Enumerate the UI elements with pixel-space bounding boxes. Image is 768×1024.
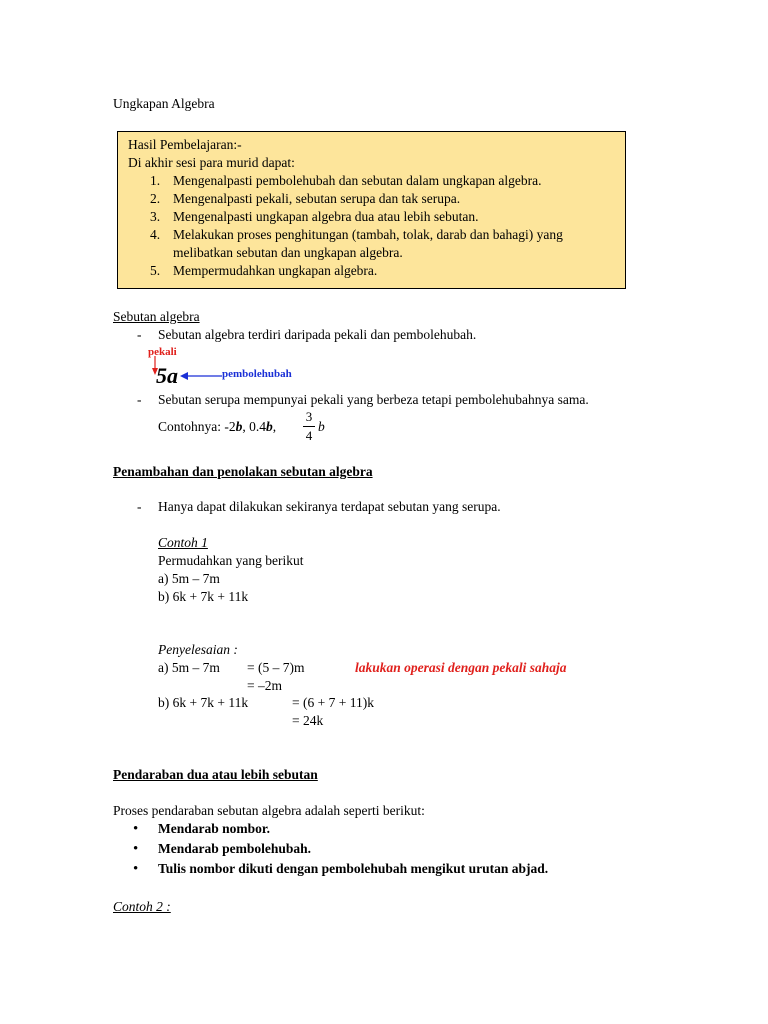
sebutan-point-2: Sebutan serupa mempunyai pekali yang berbeza tetapi pembolehubahnya sama. <box>158 392 589 407</box>
contoh-2-label: Contoh 2 : <box>113 899 171 914</box>
objective-number: 3. <box>150 209 161 224</box>
solution-b-step1: = (6 + 7 + 11)k <box>292 695 374 710</box>
objectives-intro: Di akhir sesi para murid dapat: <box>128 155 295 170</box>
solution-b-left: b) 6k + 7k + 11k <box>158 695 249 710</box>
objective-item <box>128 262 608 280</box>
objective-text: Mengenalpasti pekali, sebutan serupa dan tak serupa. <box>173 191 461 206</box>
contohnya-line <box>158 418 276 436</box>
fraction-numerator: 3 <box>305 409 313 424</box>
example-comma: , <box>272 419 277 434</box>
objective-item <box>128 208 608 226</box>
objective-number: 5. <box>150 263 161 278</box>
dash-marker: - <box>137 392 142 407</box>
pembolehubah-label: pembolehubah <box>222 368 292 380</box>
pekali-label: pekali <box>148 346 177 358</box>
bullet-icon: • <box>133 821 139 837</box>
bullet-icon: • <box>133 841 139 857</box>
objective-text: Mengenalpasti pembolehubah dan sebutan dalam ungkapan algebra. <box>173 173 542 188</box>
bullet-icon: • <box>133 861 139 877</box>
dash-marker: - <box>137 499 142 514</box>
operation-note: lakukan operasi dengan pekali sahaja <box>355 660 567 675</box>
solution-a-left: a) 5m – 7m <box>158 660 220 675</box>
solution-a-step2: = –2m <box>247 678 282 693</box>
fraction-var: b <box>318 419 325 434</box>
pendaraban-step: Mendarab nombor. <box>158 821 271 836</box>
penyelesaian-label: Penyelesaian : <box>158 642 238 657</box>
objective-text: Mengenalpasti ungkapan algebra dua atau lebih sebutan. <box>173 209 479 224</box>
learning-objectives-box <box>117 131 626 289</box>
question-b: b) 6k + 7k + 11k <box>158 589 249 604</box>
objective-item <box>128 226 608 262</box>
objective-number: 2. <box>150 191 161 206</box>
objective-item <box>128 190 608 208</box>
section-heading-penambahan: Penambahan dan penolakan sebutan algebra <box>113 464 373 479</box>
solution-a-step1: = (5 – 7)m <box>247 660 305 675</box>
section-heading-pendaraban: Pendaraban dua atau lebih sebutan <box>113 767 318 782</box>
contoh-1-label: Contoh 1 <box>158 535 208 550</box>
example-mid: , 0.4 <box>242 419 266 434</box>
page-title: Ungkapan Algebra <box>113 96 215 111</box>
penambahan-point: Hanya dapat dilakukan sekiranya terdapat sebutan yang serupa. <box>158 499 501 514</box>
objective-text: Melakukan proses penghitungan (tambah, tolak, darab dan bahagi) yang melibatkan sebutan dan ungkapan algebra. <box>173 227 563 260</box>
example-var: b <box>266 419 273 434</box>
solution-b-step2: = 24k <box>292 713 324 728</box>
pendaraban-step: Mendarab pembolehubah. <box>158 841 312 856</box>
example-prefix: Contohnya: -2 <box>158 419 236 434</box>
instruction: Permudahkan yang berikut <box>158 553 304 568</box>
pendaraban-intro: Proses pendaraban sebutan algebra adalah seperti berikut: <box>113 803 425 818</box>
objective-number: 4. <box>150 227 161 242</box>
fraction-denominator: 4 <box>305 428 313 443</box>
dash-marker: - <box>137 327 142 342</box>
example-term: 5a <box>156 363 178 388</box>
pembolehubah-arrow <box>180 370 224 382</box>
pendaraban-step: Tulis nombor dikuti dengan pembolehubah mengikut urutan abjad. <box>158 861 549 876</box>
objective-text: Mempermudahkan ungkapan algebra. <box>173 263 378 278</box>
question-a: a) 5m – 7m <box>158 571 220 586</box>
sebutan-point-1: Sebutan algebra terdiri daripada pekali dan pembolehubah. <box>158 327 477 342</box>
section-heading-sebutan: Sebutan algebra <box>113 309 200 324</box>
example-var: b <box>235 419 243 434</box>
objective-number: 1. <box>150 173 161 188</box>
objectives-heading: Hasil Pembelajaran:- <box>128 137 242 152</box>
objective-item <box>128 172 608 190</box>
